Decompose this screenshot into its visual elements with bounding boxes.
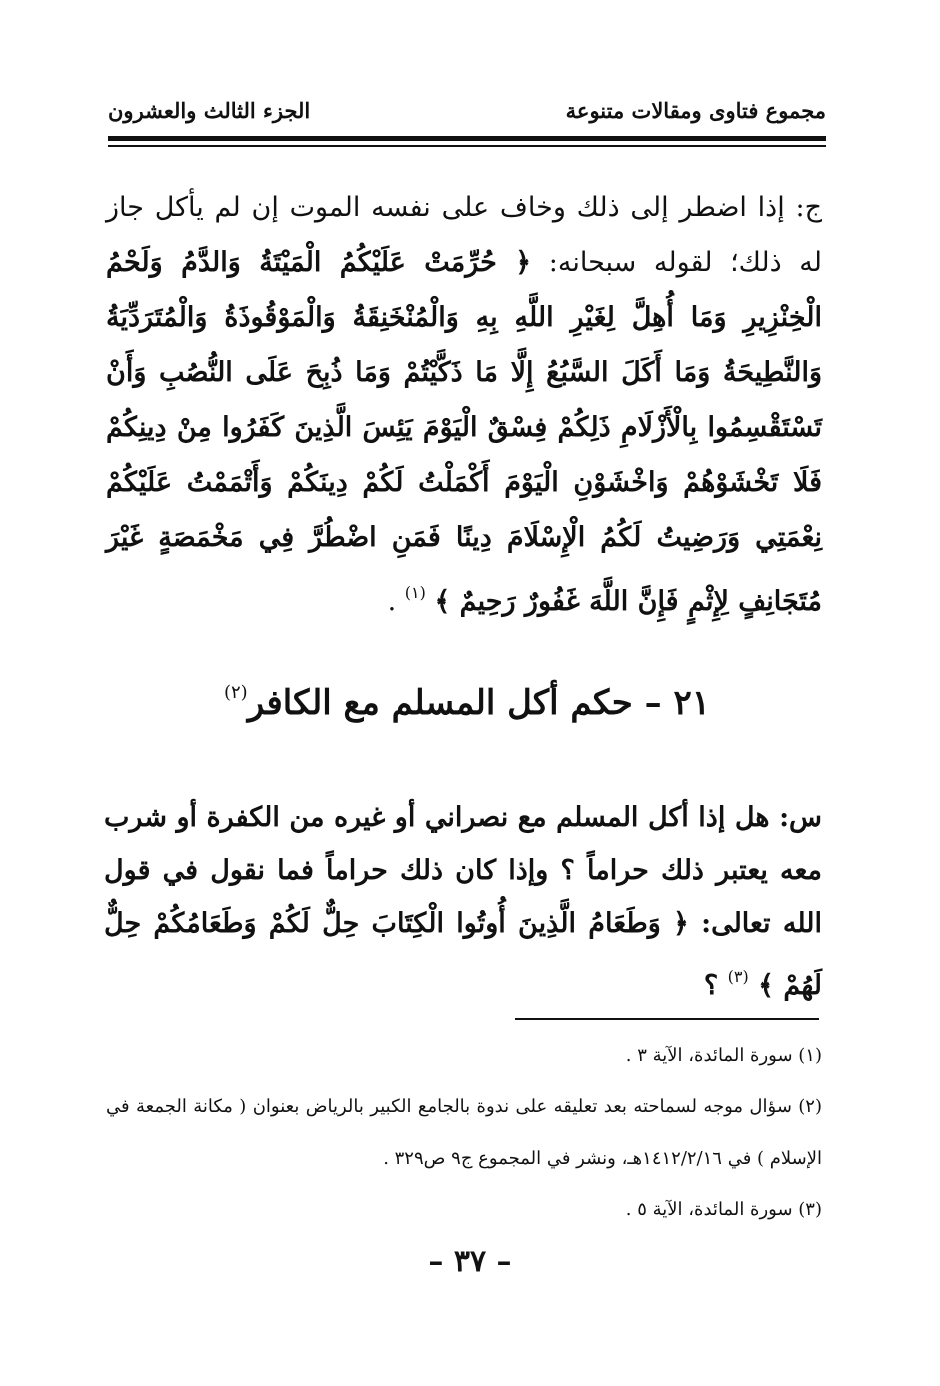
answer-paragraph: [106, 180, 822, 629]
footnote-ref-3: (٣): [727, 967, 749, 986]
section-number: ٢١: [673, 683, 711, 723]
section-heading: [108, 668, 826, 728]
footnote-separator: [515, 1018, 819, 1020]
footnote-2: (٢) سؤال موجه لسماحته بعد تعليقه على ندوة بالجامع الكبير بالرياض بعنوان ( مكانة الجمعة في الإسلام ) في ١٤١٢/٢/١٦هـ، ونشر في المجموع ج٩ ص٣٢٩ .: [106, 1096, 822, 1169]
footnote-ref-1: (١): [404, 583, 426, 602]
answer-intro: ج: إذا اضطر إلى ذلك وخاف على نفسه الموت إن لم يأكل جاز له ذلك؛ لقوله سبحانه:: [106, 192, 822, 278]
footnote-ref-2: (٢): [223, 682, 248, 703]
footnotes: [106, 1044, 822, 1249]
running-header: [108, 98, 826, 132]
section-dash: –: [644, 683, 662, 723]
question-end: ؟: [703, 970, 719, 1001]
question-verse: ﴿ وَطَعَامُ الَّذِينَ أُوتُوا الْكِتَابَ حِلٌّ لَكُمْ وَطَعَامُكُمْ حِلٌّ لَهُمْ ﴾: [104, 908, 822, 1001]
volume-label: الجزء الثالث والعشرون: [108, 98, 311, 123]
footnote-3: (٣) سورة المائدة، الآية ٥ .: [625, 1199, 822, 1220]
question-text: س: هل إذا أكل المسلم مع نصراني أو غيره من الكفرة أو شرب معه يعتبر ذلك حراماً ؟ وإذا كان ذلك حراماً فما نقول في قول الله تعالى:: [104, 802, 822, 939]
footnote-1: (١) سورة المائدة، الآية ٣ .: [625, 1045, 822, 1066]
page-number: – ٣٧ –: [428, 1244, 512, 1279]
question-paragraph: [104, 791, 822, 1012]
book-title: مجموع فتاوى ومقالات متنوعة: [565, 98, 826, 123]
quran-verse: ﴿ حُرِّمَتْ عَلَيْكُمُ الْمَيْتَةُ وَالدَّمُ وَلَحْمُ الْخِنْزِيرِ وَمَا أُهِلَّ لِغَيْرِ اللَّهِ بِهِ وَالْمُنْخَنِقَةُ وَالْمَوْقُوذَةُ وَالْمُتَرَدِّيَةُ وَالنَّطِيحَةُ وَمَا أَكَلَ السَّبُعُ إِلَّا مَا ذَكَّيْتُمْ وَمَا ذُبِحَ عَلَى النُّصُبِ وَأَنْ تَسْتَقْسِمُوا بِالْأَزْلَامِ ذَلِكُمْ فِسْقٌ الْيَوْمَ يَئِسَ الَّذِينَ كَفَرُوا مِنْ دِينِكُمْ فَلَا تَخْشَوْهُمْ وَاخْشَوْنِ الْيَوْمَ أَكْمَلْتُ لَكُمْ دِينَكُمْ وَأَتْمَمْتُ عَلَيْكُمْ نِعْمَتِي وَرَضِيتُ لَكُمُ الْإِسْلَامَ دِينًا فَمَنِ اضْطُرَّ فِي مَخْمَصَةٍ غَيْرَ مُتَجَانِفٍ لِإِثْمٍ فَإِنَّ اللَّهَ غَفُورٌ رَحِيمٌ ﴾: [106, 247, 822, 617]
header-rule-thin: [108, 145, 826, 147]
section-title: حكم أكل المسلم مع الكافر: [247, 683, 633, 723]
header-rule-thick: [108, 136, 826, 141]
answer-end: .: [387, 586, 397, 617]
